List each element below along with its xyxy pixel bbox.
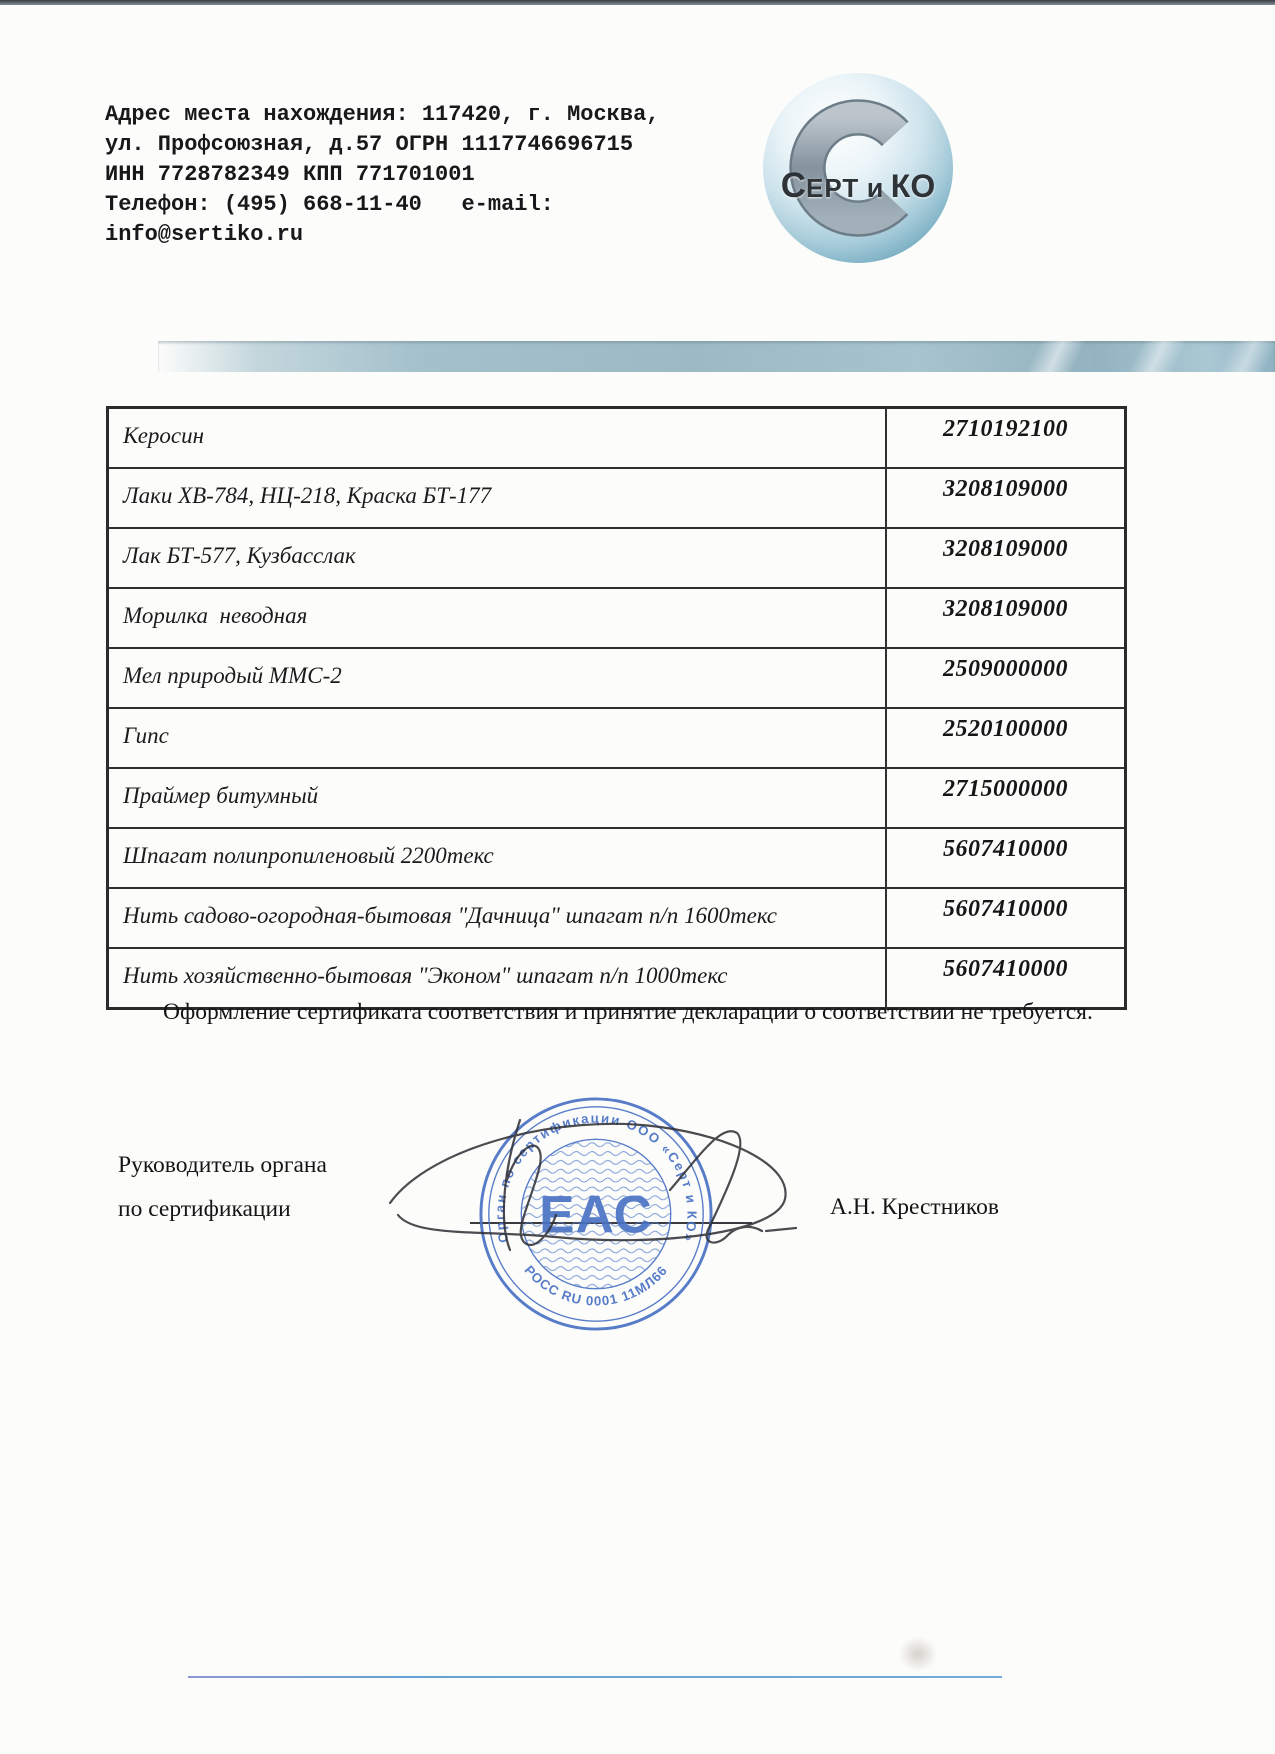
product-name-cell: Мел природый ММС-2 <box>108 648 887 708</box>
address-line: Адрес места нахождения: 117420, г. Москва, <box>105 102 660 127</box>
sertiko-logo <box>762 72 954 264</box>
product-name-cell: Морилка неводная <box>108 588 887 648</box>
sertiko-logo-wordmark <box>762 166 954 206</box>
decorative-gradient-bar <box>158 341 1275 372</box>
product-name-cell: Нить хозяйственно-бытовая "Эконом" шпагат п/п 1000текс <box>108 948 887 1009</box>
scan-smudge-artifact <box>898 1636 938 1672</box>
table-row <box>108 528 1126 588</box>
logo-letter: С <box>780 166 807 205</box>
product-code-cell: 5607410000 <box>886 888 1126 948</box>
logo-letters: ЕРТ <box>806 173 860 203</box>
signer-name: А.Н. Крестников <box>830 1194 999 1220</box>
table-row <box>108 828 1126 888</box>
product-name-cell: Керосин <box>108 408 887 469</box>
product-code-cell: 3208109000 <box>886 588 1126 648</box>
signer-role-line1: Руководитель органа <box>118 1152 327 1178</box>
inn-kpp-line: ИНН 7728782349 КПП 771701001 <box>105 162 475 187</box>
table-row <box>108 708 1126 768</box>
product-code-cell: 5607410000 <box>886 948 1126 1009</box>
product-code-cell: 3208109000 <box>886 468 1126 528</box>
eac-mark: ЕАС <box>539 1185 653 1245</box>
footer-blue-line <box>188 1676 1002 1678</box>
product-code-cell: 2710192100 <box>886 408 1126 469</box>
address-line: ул. Профсоюзная, д.57 ОГРН 1117746696715 <box>105 132 634 157</box>
product-name-cell: Нить садово-огородная-бытовая "Дачница" шпагат п/п 1600текс <box>108 888 887 948</box>
scan-top-edge-line <box>0 0 1275 5</box>
logo-letter: и <box>866 173 884 203</box>
table-row <box>108 408 1126 469</box>
signature-strokes-icon <box>360 1085 820 1275</box>
company-details-block <box>105 100 660 250</box>
logo-letters: КО <box>890 168 936 204</box>
signer-role-line2: по сертификации <box>118 1196 291 1222</box>
handwritten-signature <box>360 1085 820 1275</box>
table-row <box>108 588 1126 648</box>
product-code-cell: 2715000000 <box>886 768 1126 828</box>
stamp-ring-text: Орган по сертификации ООО «Серт и КО» <box>492 1110 700 1245</box>
product-name-cell: Шпагат полипропиленовый 2200текс <box>108 828 887 888</box>
product-code-cell: 3208109000 <box>886 528 1126 588</box>
product-name-cell: Праймер битумный <box>108 768 887 828</box>
phone-line: Телефон: (495) 668-11-40 e-mail: <box>105 192 554 217</box>
table-row <box>108 648 1126 708</box>
stamp-registry-text: РОСС RU 0001 11МЛ66 <box>521 1262 671 1309</box>
product-name-cell: Лаки ХВ-784, НЦ-218, Краска БТ-177 <box>108 468 887 528</box>
product-code-cell: 2509000000 <box>886 648 1126 708</box>
table-row <box>108 768 1126 828</box>
product-codes-table <box>106 406 1127 1010</box>
conclusion-paragraph: Оформление сертификата соответствия и принятие декларации о соответствии не требуется. <box>163 999 1093 1025</box>
table-row <box>108 468 1126 528</box>
table-row <box>108 888 1126 948</box>
product-code-cell: 2520100000 <box>886 708 1126 768</box>
product-code-cell: 5607410000 <box>886 828 1126 888</box>
product-name-cell: Лак БТ-577, Кузбасслак <box>108 528 887 588</box>
product-name-cell: Гипс <box>108 708 887 768</box>
email-line: info@sertiko.ru <box>105 222 304 247</box>
